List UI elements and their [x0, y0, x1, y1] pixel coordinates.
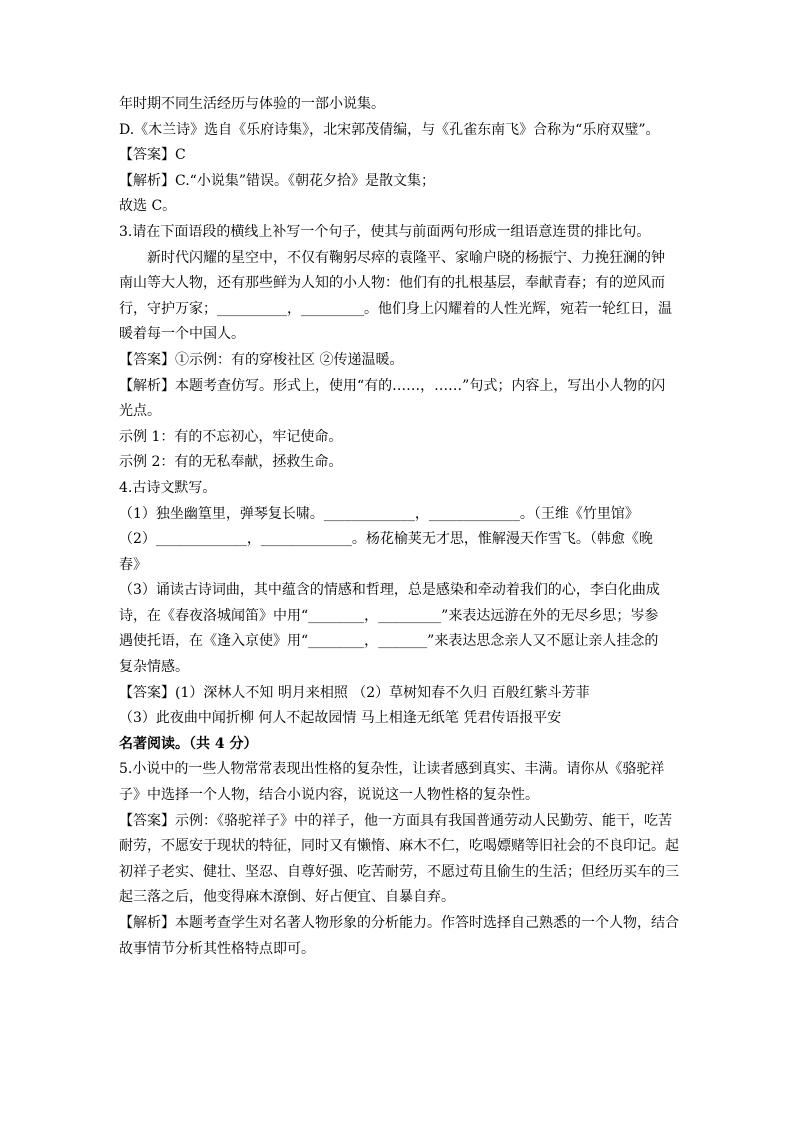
question-4: 4.古诗文默写。: [119, 479, 217, 496]
passage-line: 南山等大人物，还有那些鲜为人知的小人物：他们有的扎根基层，奉献青春；有的逆风而: [119, 275, 665, 292]
text-line: 年时期不同生活经历与体验的一部小说集。: [119, 96, 385, 112]
answer-line: 【答案】(1）深林人不知 明月来相照 （2）草树知春不久归 百般红紫斗芳菲: [119, 684, 590, 701]
analysis-line: 故事情节分析其性格特点即可。: [119, 940, 315, 957]
document-page: [119, 92, 679, 962]
section-heading: 名著阅读。（共 4 分）: [119, 735, 258, 752]
option-d: D.《木兰诗》选自《乐府诗集》，北宋郭茂倩编，与《孔雀东南飞》合称为“乐府双璧”。: [119, 121, 660, 138]
poem-item-3: （3）诵读古诗词曲，其中蕴含的情感和哲理，总是感染和牵动着我们的心，李白化曲成: [119, 582, 660, 599]
passage-line: 暖着每一个中国人。: [119, 326, 245, 343]
example-line: 示例 2：有的无私奉献，拯救生命。: [119, 454, 343, 471]
answer-line: 【答案】C: [119, 147, 186, 164]
text-line: 故选 C。: [119, 198, 177, 215]
answer-line: 初祥子老实、健壮、坚忍、自尊好强、吃苦耐劳，不愿过苟且偷生的生活；但经历买车的三: [119, 863, 679, 880]
text-line: 春》: [119, 556, 147, 573]
answer-line: 耐劳，不愿安于现状的特征，同时又有懒惰、麻木不仁，吃喝嫖赌等旧社会的不良印记。起: [119, 838, 679, 855]
question-5: 子》中选择一个人物，结合小说内容，说说这一人物性格的复杂性。: [119, 787, 539, 804]
question-3: 3.请在下面语段的横线上补写一个句子，使其与前面两句形成一组语意连贯的排比句。: [119, 223, 651, 240]
passage-line: 新时代闪耀的星空中，不仅有鞠躬尽瘁的袁隆平、家喻户晓的杨振宁、力挽狂澜的钟: [147, 249, 665, 266]
analysis-line: 【解析】C.“小说集”错误。《朝花夕拾》是散文集；: [119, 172, 435, 189]
analysis-line: 【解析】本题考查学生对名著人物形象的分析能力。作答时选择自己熟悉的一个人物，结合: [119, 915, 679, 931]
question-5: 5.小说中的一些人物常常表现出性格的复杂性，让读者感到真实、丰满。请你从《骆驼祥: [119, 761, 665, 778]
answer-line: （3）此夜曲中闻折柳 何人不起故园情 马上相逢无纸笔 凭君传语报平安: [119, 710, 562, 727]
analysis-line: 【解析】本题考查仿写。形式上，使用“有的……，……”句式；内容上，写出小人物的闪: [119, 377, 666, 394]
text-line: 复杂情感。: [119, 659, 189, 676]
poem-item-2: （2）_____________，_____________。杨花榆荚无才思，惟解漫天作雪飞。（韩愈《晚: [119, 531, 653, 548]
passage-line: 行，守护万家；__________，_________。他们身上闪耀着的人性光辉，宛若一轮红日，温: [119, 300, 672, 317]
example-line: 示例 1：有的不忘初心，牢记使命。: [119, 428, 343, 445]
text-line: 诗，在《春夜洛城闻笛》中用“________，_________”来表达远游在外的无尽乡思；岑参: [119, 607, 659, 624]
answer-line: 起三落之后，他变得麻木潦倒、好占便宜、自暴自弃。: [119, 889, 455, 906]
text-line: 光点。: [119, 403, 161, 420]
text-line: 遇使托语，在《逢入京使》用“________，_______”来表达思念亲人又不愿让亲人挂念的: [119, 633, 659, 650]
answer-line: 【答案】①示例：有的穿梭社区 ②传递温暖。: [119, 351, 404, 368]
answer-line: 【答案】示例：《骆驼祥子》中的祥子，他一方面具有我国普通劳动人民勤劳、能干，吃苦: [119, 812, 672, 829]
poem-item-1: （1）独坐幽篁里，弹琴复长啸。_____________，_____________。（王维《竹里馆》: [119, 505, 639, 522]
